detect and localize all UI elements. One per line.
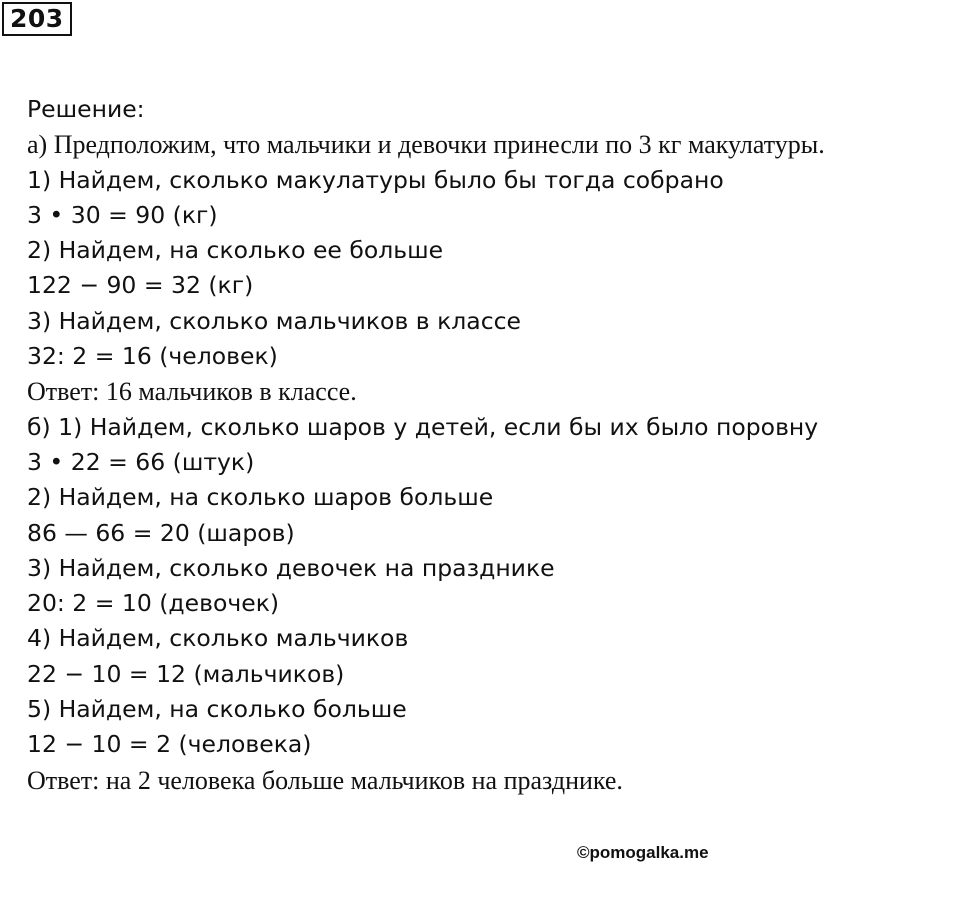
problem-number: 203	[2, 2, 72, 36]
answer-line: Ответ: 16 мальчиков в классе.	[27, 377, 357, 407]
solution-line: б) 1) Найдем, сколько шаров у детей, если бы их было поровну	[27, 412, 819, 441]
solution-line: 4) Найдем, сколько мальчиков	[27, 624, 409, 653]
solution-text	[27, 92, 957, 798]
solution-line: а) Предположим, что мальчики и девочки принесли по 3 кг макулатуры.	[27, 130, 825, 160]
solution-line: 2) Найдем, на сколько ее больше	[27, 236, 444, 265]
solution-line: 3) Найдем, сколько мальчиков в классе	[27, 306, 521, 335]
solution-line: 3 • 30 = 90 (кг)	[27, 200, 218, 229]
solution-line: 32: 2 = 16 (человек)	[27, 342, 278, 371]
solution-line: 122 − 90 = 32 (кг)	[27, 271, 254, 300]
solution-line: 86 — 66 = 20 (шаров)	[27, 518, 295, 547]
solution-line: Решение:	[27, 95, 145, 123]
solution-line: 20: 2 = 10 (девочек)	[27, 589, 280, 618]
solution-line: 12 − 10 = 2 (человека)	[27, 730, 312, 759]
solution-line: 2) Найдем, на сколько шаров больше	[27, 483, 494, 512]
solution-line: 3) Найдем, сколько девочек на празднике	[27, 553, 555, 582]
answer-line: Ответ: на 2 человека больше мальчиков на празднике.	[27, 765, 623, 795]
solution-line: 3 • 22 = 66 (штук)	[27, 447, 255, 476]
copyright-watermark: ©pomogalka.me	[577, 843, 709, 862]
solution-line: 5) Найдем, на сколько больше	[27, 695, 407, 724]
solution-line: 22 − 10 = 12 (мальчиков)	[27, 659, 345, 688]
solution-line: 1) Найдем, сколько макулатуры было бы тогда собрано	[27, 165, 724, 194]
